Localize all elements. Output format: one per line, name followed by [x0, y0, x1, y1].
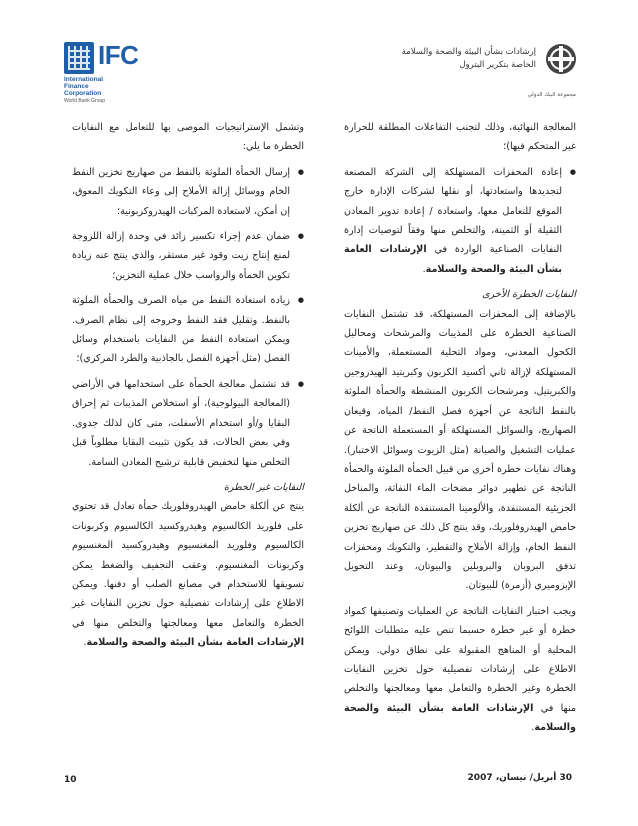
paragraph: بالإضافة إلى المحفزات المستهلكة، قد تشتمل النفايات الصناعية الخطرة على المذيبات والمرشحات ومحاليل الكحول المعدني، ومواد التحلية المستعملة، والأمينات المستهلكة لإزالة ثاني أكسيد الكربون وكبريتيد الهيدروجين والكبريتيل، ومرشحات الكربون المنشطة والحمأة الملوثة بالنفط الناتجة عن أجهزة فصل النفط/ المياه، وقيعان الصهاريج، والسوائل المستهلكة أو المستعملة الناتجة عن عمليات التشغيل والصيانة (مثل الزيوت وسوائل الاختبار). وهناك نفايات خطرة أخرى من قبيل الحمأة الملوثة والحمأة الناتجة عن تطهير دوائر مضخات الماء النفاثة، والمناخل الجزيئية المستنفدة، والألومينا المستنفدة الناتجة عن ألكلة حامض الهيدروفلوريك، وقد ينتج كل ذلك عن صهاريج تخزين النفط الخام، وإزالة الأملاح والتقطير، والتكويك ومحفزات تدفق البروبان والبروبلين والبيوتان، وعند التحويل الإيزوميري (أزمرة) للبيوتان.	[344, 308, 576, 592]
ifc-logo	[64, 40, 174, 104]
bullet-item: ● إعادة المحفزات المستهلكة إلى الشركة المصنعة لتجديدها واستعادتها، أو نقلها لشركات الإدارة خارج الموقع للتعامل معها، واستعادة / إعادة تدوير المعادن الثقيلة أو الثمينة، والتخلص منها وفقاً لتوصيات إدارة النفايات الصناعية الواردة في الإرشادات العامة بشأن البيئة والصحة والسلامة.	[344, 163, 576, 279]
paragraph: المعالجة النهائية، وذلك لتجنب التفاعلات المطلقة للحرارة غير المتحكم فيها)؛	[344, 122, 576, 153]
bullet-item: ● إرسال الحمأة الملوثة بالنفط من صهاريج تخزين النفط الخام ووسائل إزالة الأملاح إلى وعاء التكويك المعوق، إن أمكن، لاستعادة المركبات الهيدروكربونية؛	[72, 163, 304, 221]
wb-header	[356, 40, 576, 110]
publication-date: 30 أبريل/ نيسان، 2007	[467, 773, 572, 783]
paragraph: ويجب اختبار النفايات الناتجة عن العمليات وتصنيفها كمواد خطرة أو غير خطرة حسبما تنص عليه متطلبات اللوائح المحلية أو المناهج المقبولة على نطاق دولي. ويمكن الاطلاع على إرشادات تفصيلية حول تخزين النفايات الخطرة وغير الخطرة والتعامل معها ومعالجتها والتخلص منها في الإرشادات العامة بشأن البيئة والصحة والسلامة.	[344, 605, 576, 734]
page-number: 10	[64, 775, 77, 785]
right-column	[344, 118, 576, 744]
section-heading: النفايات غير الخطرة	[223, 481, 304, 493]
left-column	[72, 118, 304, 659]
ifc-full-name: International Finance Corporation	[64, 76, 104, 97]
bullet-item: ● زيادة استعادة النفط من مياه الصرف والحمأة الملوثة بالنفط. وتقليل فقد النفط وخروجه إلى نظام الصرف. ويمكن استعادة النفط من النفايات باستخدام وسائل الفصل (مثل أجهزة الفصل بالجاذبية والطرد المركزي)؛	[72, 291, 304, 369]
document-title: إرشادات بشأن البيئة والصحة والسلامة الخاصة بتكرير البترول	[401, 47, 536, 70]
ifc-letters: IFC	[98, 40, 139, 70]
bullet-item: ● ضمان عدم إجراء تكسير زائد في وحدة إزالة اللزوجة لمنع إنتاج زيت وقود غير مستقر، والذي ينتج عنه زيادة تكوين الحمأة والرواسب خلال عملية التخزين؛	[72, 227, 304, 285]
wb-caption: مجموعة البنك الدولي	[527, 92, 576, 98]
section-heading: النفايات الخطرة الأخرى	[482, 289, 576, 301]
ifc-group-label: World Bank Group	[64, 98, 106, 104]
world-bank-globe-icon	[546, 44, 576, 74]
bullet-item: ● قد تشتمل معالجة الحمأة على استخدامها في الأراضي (المعالجة البيولوجية)، أو استخلاص المذيبات ثم إحراق البقايا و/أو استخدام الأسفلت، متى كان لذلك جدوى. وفي بعض الحالات، قد يكون تثبيت البقايا مطلوباً قبل التخلص منها لتخفيض قابلية ترشيح المعادن السامة.	[72, 375, 304, 472]
paragraph: ينتج عن ألكلة حامض الهيدروفلوريك حمأة تعادل قد تحتوي على فلوريد الكالسيوم وهيدروكسيد الكالسيوم وكربونات الكالسيوم وفلوريد المغنسيوم وهيدروكسيد المغنسيوم وكربونات المغنسيوم. وعقب التجفيف والضغط يمكن تسويقها للاستخدام في مصانع الصلب أو دفنها. ويمكن الاطلاع على إرشادات تفصيلية حول تخزين النفايات غير الخطرة والتعامل معها ومعالجتها والتخلص منها في الإرشادات العامة بشأن البيئة والصحة والسلامة.	[72, 501, 304, 649]
ifc-emblem-icon	[64, 42, 94, 74]
paragraph: وتشمل الإستراتيجيات الموصى بها للتعامل مع النفايات الخطرة ما يلي:	[72, 122, 304, 153]
